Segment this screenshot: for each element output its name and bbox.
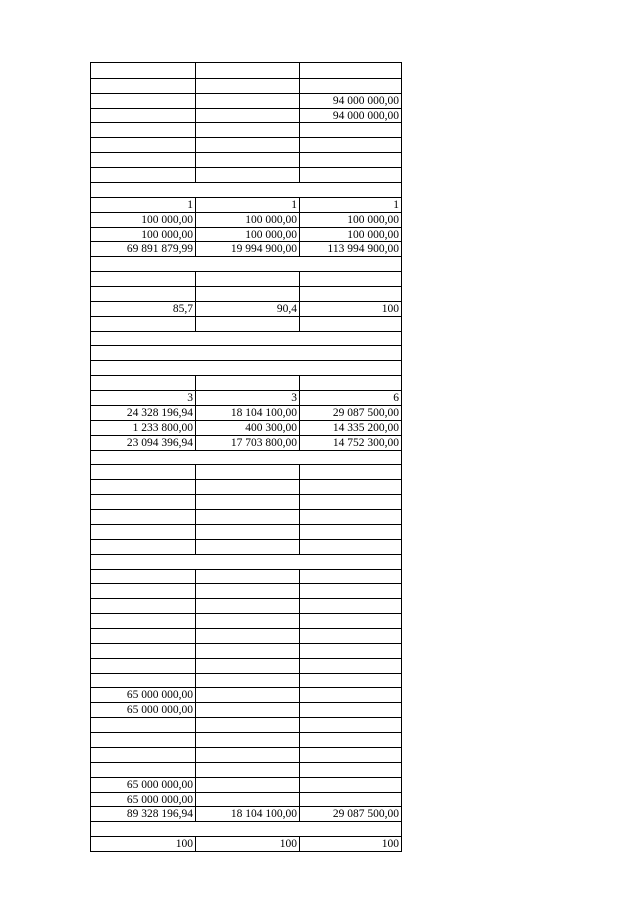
table-cell-col1 [91, 123, 195, 138]
table-cell-col3 [299, 242, 401, 257]
table-cell-col3 [299, 406, 401, 421]
table-cell-col2 [195, 480, 299, 495]
merged-cell [91, 361, 401, 376]
cell-text: 3 [291, 392, 297, 405]
cell-text: 89 328 196,94 [126, 808, 193, 821]
table-cell-col1 [91, 391, 195, 406]
cell-text: 14 752 300,00 [332, 436, 399, 449]
table-row [91, 464, 401, 480]
table-cell-col1 [91, 109, 195, 124]
table-cell-col1 [91, 629, 195, 644]
table-cell-col3 [299, 570, 401, 585]
table-cell-col1 [91, 837, 195, 852]
merged-cell [91, 822, 401, 837]
table-cell-col1 [91, 168, 195, 183]
table-cell-col3 [299, 213, 401, 228]
table-row [91, 583, 401, 599]
table-cell-col2 [195, 302, 299, 317]
table-cell-col3 [299, 228, 401, 243]
table-row [91, 108, 401, 124]
table-row [91, 256, 401, 272]
table-cell-col3 [299, 629, 401, 644]
table-cell-col2 [195, 525, 299, 540]
table-row [91, 539, 401, 555]
cell-text: 85,7 [172, 302, 193, 315]
table-cell-col3 [299, 123, 401, 138]
table-cell-col3 [299, 599, 401, 614]
table-cell-col1 [91, 525, 195, 540]
table-row [91, 479, 401, 495]
table-cell-col3 [299, 480, 401, 495]
table-cell-col2 [195, 63, 299, 78]
table-row [91, 792, 401, 808]
table-row [91, 241, 401, 257]
table-row [91, 227, 401, 243]
table-cell-col2 [195, 168, 299, 183]
table-cell-col2 [195, 465, 299, 480]
table-cell-col1 [91, 94, 195, 109]
table-cell-col1 [91, 807, 195, 822]
table-row [91, 702, 401, 718]
table-row [91, 331, 401, 347]
table-cell-col2 [195, 510, 299, 525]
table-cell-col1 [91, 228, 195, 243]
table-cell-col1 [91, 63, 195, 78]
table-cell-col3 [299, 272, 401, 287]
table-cell-col1 [91, 406, 195, 421]
cell-text: 65 000 000,00 [126, 704, 193, 717]
table-cell-col3 [299, 525, 401, 540]
table-cell-col3 [299, 391, 401, 406]
table-cell-col1 [91, 302, 195, 317]
table-cell-col3 [299, 703, 401, 718]
table-cell-col1 [91, 778, 195, 793]
table-row [91, 643, 401, 659]
table-row [91, 435, 401, 451]
cell-text: 113 994 900,00 [327, 243, 399, 256]
table-cell-col1 [91, 213, 195, 228]
table-row [91, 420, 401, 436]
table-cell-col1 [91, 510, 195, 525]
table-row [91, 375, 401, 391]
cell-text: 3 [187, 392, 193, 405]
table-row [91, 345, 401, 361]
table-cell-col3 [299, 287, 401, 302]
table-cell-col2 [195, 629, 299, 644]
table-cell-col3 [299, 778, 401, 793]
table-cell-col3 [299, 465, 401, 480]
table-cell-col1 [91, 272, 195, 287]
table-row [91, 628, 401, 644]
table-cell-col2 [195, 242, 299, 257]
cell-text: 69 891 879,99 [126, 243, 193, 256]
table-cell-col1 [91, 599, 195, 614]
cell-text: 1 [393, 198, 399, 211]
table-cell-col3 [299, 421, 401, 436]
table-cell-col1 [91, 614, 195, 629]
spreadsheet-table [90, 62, 402, 852]
table-row [91, 63, 401, 78]
table-cell-col3 [299, 138, 401, 153]
table-cell-col2 [195, 659, 299, 674]
table-row [91, 494, 401, 510]
table-cell-col1 [91, 733, 195, 748]
table-cell-col1 [91, 436, 195, 451]
merged-cell [91, 451, 401, 466]
table-row [91, 747, 401, 763]
table-cell-col3 [299, 495, 401, 510]
table-cell-col1 [91, 718, 195, 733]
table-cell-col1 [91, 674, 195, 689]
table-cell-col3 [299, 302, 401, 317]
table-row [91, 286, 401, 302]
table-cell-col1 [91, 287, 195, 302]
cell-text: 6 [393, 392, 399, 405]
table-cell-col1 [91, 659, 195, 674]
cell-text: 94 000 000,00 [332, 109, 399, 122]
table-cell-col3 [299, 748, 401, 763]
table-row [91, 182, 401, 198]
cell-text: 100 000,00 [245, 213, 297, 226]
cell-text: 65 000 000,00 [126, 778, 193, 791]
table-cell-col3 [299, 807, 401, 822]
cell-text: 100 [381, 838, 399, 851]
cell-text: 1 [291, 198, 297, 211]
table-cell-col3 [299, 614, 401, 629]
table-cell-col3 [299, 198, 401, 213]
table-row [91, 569, 401, 585]
table-cell-col2 [195, 198, 299, 213]
table-row [91, 658, 401, 674]
table-cell-col1 [91, 79, 195, 94]
table-cell-col1 [91, 480, 195, 495]
cell-text: 65 000 000,00 [126, 689, 193, 702]
table-cell-col2 [195, 674, 299, 689]
table-cell-col2 [195, 153, 299, 168]
table-cell-col2 [195, 495, 299, 510]
table-cell-col3 [299, 376, 401, 391]
table-cell-col2 [195, 123, 299, 138]
table-row [91, 762, 401, 778]
table-row [91, 554, 401, 570]
table-cell-col3 [299, 674, 401, 689]
cell-text: 24 328 196,94 [126, 406, 193, 419]
merged-cell [91, 183, 401, 198]
cell-text: 94 000 000,00 [332, 94, 399, 107]
table-row [91, 301, 401, 317]
table-row [91, 806, 401, 822]
table-cell-col1 [91, 688, 195, 703]
cell-text: 100 [175, 838, 193, 851]
table-row [91, 509, 401, 525]
table-row [91, 777, 401, 793]
table-row [91, 450, 401, 466]
table-cell-col2 [195, 406, 299, 421]
table-cell-col3 [299, 688, 401, 703]
table-cell-col3 [299, 109, 401, 124]
merged-cell [91, 332, 401, 347]
cell-text: 1 233 800,00 [132, 421, 193, 434]
table-row [91, 524, 401, 540]
table-row [91, 137, 401, 153]
cell-text: 65 000 000,00 [126, 793, 193, 806]
table-cell-col1 [91, 748, 195, 763]
table-row [91, 613, 401, 629]
table-cell-col2 [195, 287, 299, 302]
table-cell-col2 [195, 228, 299, 243]
table-row [91, 78, 401, 94]
cell-text: 29 087 500,00 [332, 808, 399, 821]
table-cell-col2 [195, 213, 299, 228]
table-cell-col2 [195, 570, 299, 585]
table-cell-col3 [299, 644, 401, 659]
cell-text: 18 104 100,00 [230, 406, 297, 419]
table-cell-col1 [91, 153, 195, 168]
cell-text: 100 [279, 838, 297, 851]
table-cell-col3 [299, 733, 401, 748]
table-cell-col2 [195, 703, 299, 718]
table-cell-col3 [299, 659, 401, 674]
cell-text: 100 000,00 [245, 228, 297, 241]
table-cell-col1 [91, 242, 195, 257]
table-row [91, 316, 401, 332]
table-cell-col3 [299, 63, 401, 78]
table-cell-col3 [299, 153, 401, 168]
table-cell-col2 [195, 109, 299, 124]
table-row [91, 405, 401, 421]
table-cell-col3 [299, 510, 401, 525]
merged-cell [91, 257, 401, 272]
table-row [91, 687, 401, 703]
table-cell-col1 [91, 421, 195, 436]
cell-text: 19 994 900,00 [230, 243, 297, 256]
table-cell-col1 [91, 495, 195, 510]
table-row [91, 836, 401, 852]
table-cell-col2 [195, 421, 299, 436]
table-cell-col2 [195, 733, 299, 748]
table-cell-col3 [299, 763, 401, 778]
cell-text: 1 [187, 198, 193, 211]
table-row [91, 673, 401, 689]
table-row [91, 821, 401, 837]
table-row [91, 212, 401, 228]
table-cell-col1 [91, 703, 195, 718]
table-cell-col3 [299, 793, 401, 808]
table-cell-col2 [195, 763, 299, 778]
table-cell-col3 [299, 94, 401, 109]
cell-text: 14 335 200,00 [332, 421, 399, 434]
table-cell-col1 [91, 584, 195, 599]
table-cell-col3 [299, 436, 401, 451]
table-cell-col2 [195, 317, 299, 332]
table-cell-col2 [195, 79, 299, 94]
table-cell-col2 [195, 599, 299, 614]
cell-text: 100 000,00 [347, 228, 399, 241]
cell-text: 23 094 396,94 [126, 436, 193, 449]
table-cell-col2 [195, 376, 299, 391]
cell-text: 100 000,00 [141, 228, 193, 241]
table-cell-col2 [195, 718, 299, 733]
table-cell-col3 [299, 168, 401, 183]
merged-cell [91, 346, 401, 361]
table-row [91, 360, 401, 376]
table-cell-col2 [195, 272, 299, 287]
table-cell-col1 [91, 540, 195, 555]
table-cell-col1 [91, 465, 195, 480]
table-cell-col3 [299, 584, 401, 599]
table-cell-col2 [195, 807, 299, 822]
cell-text: 100 [381, 302, 399, 315]
table-cell-col1 [91, 644, 195, 659]
cell-text: 17 703 800,00 [230, 436, 297, 449]
table-row [91, 93, 401, 109]
table-cell-col2 [195, 540, 299, 555]
table-cell-col3 [299, 837, 401, 852]
table-cell-col2 [195, 94, 299, 109]
table-row [91, 122, 401, 138]
table-cell-col2 [195, 793, 299, 808]
table-cell-col1 [91, 793, 195, 808]
cell-text: 400 300,00 [245, 421, 297, 434]
table-cell-col2 [195, 837, 299, 852]
cell-text: 100 000,00 [141, 213, 193, 226]
merged-cell [91, 555, 401, 570]
table-cell-col2 [195, 436, 299, 451]
cell-text: 100 000,00 [347, 213, 399, 226]
table-cell-col1 [91, 376, 195, 391]
cell-text: 18 104 100,00 [230, 808, 297, 821]
table-row [91, 390, 401, 406]
table-row [91, 717, 401, 733]
table-row [91, 152, 401, 168]
cell-text: 29 087 500,00 [332, 406, 399, 419]
table-cell-col3 [299, 540, 401, 555]
table-cell-col1 [91, 570, 195, 585]
table-cell-col1 [91, 763, 195, 778]
cell-text: 90,4 [276, 302, 297, 315]
table-cell-col3 [299, 718, 401, 733]
table-cell-col1 [91, 198, 195, 213]
table-cell-col2 [195, 688, 299, 703]
table-cell-col3 [299, 317, 401, 332]
table-cell-col2 [195, 584, 299, 599]
table-cell-col2 [195, 391, 299, 406]
table-cell-col2 [195, 644, 299, 659]
table-row [91, 167, 401, 183]
table-row [91, 732, 401, 748]
table-cell-col2 [195, 138, 299, 153]
table-row [91, 197, 401, 213]
table-cell-col2 [195, 778, 299, 793]
table-row [91, 598, 401, 614]
table-cell-col2 [195, 614, 299, 629]
table-cell-col1 [91, 317, 195, 332]
table-row [91, 271, 401, 287]
table-cell-col3 [299, 79, 401, 94]
table-cell-col2 [195, 748, 299, 763]
table-cell-col1 [91, 138, 195, 153]
